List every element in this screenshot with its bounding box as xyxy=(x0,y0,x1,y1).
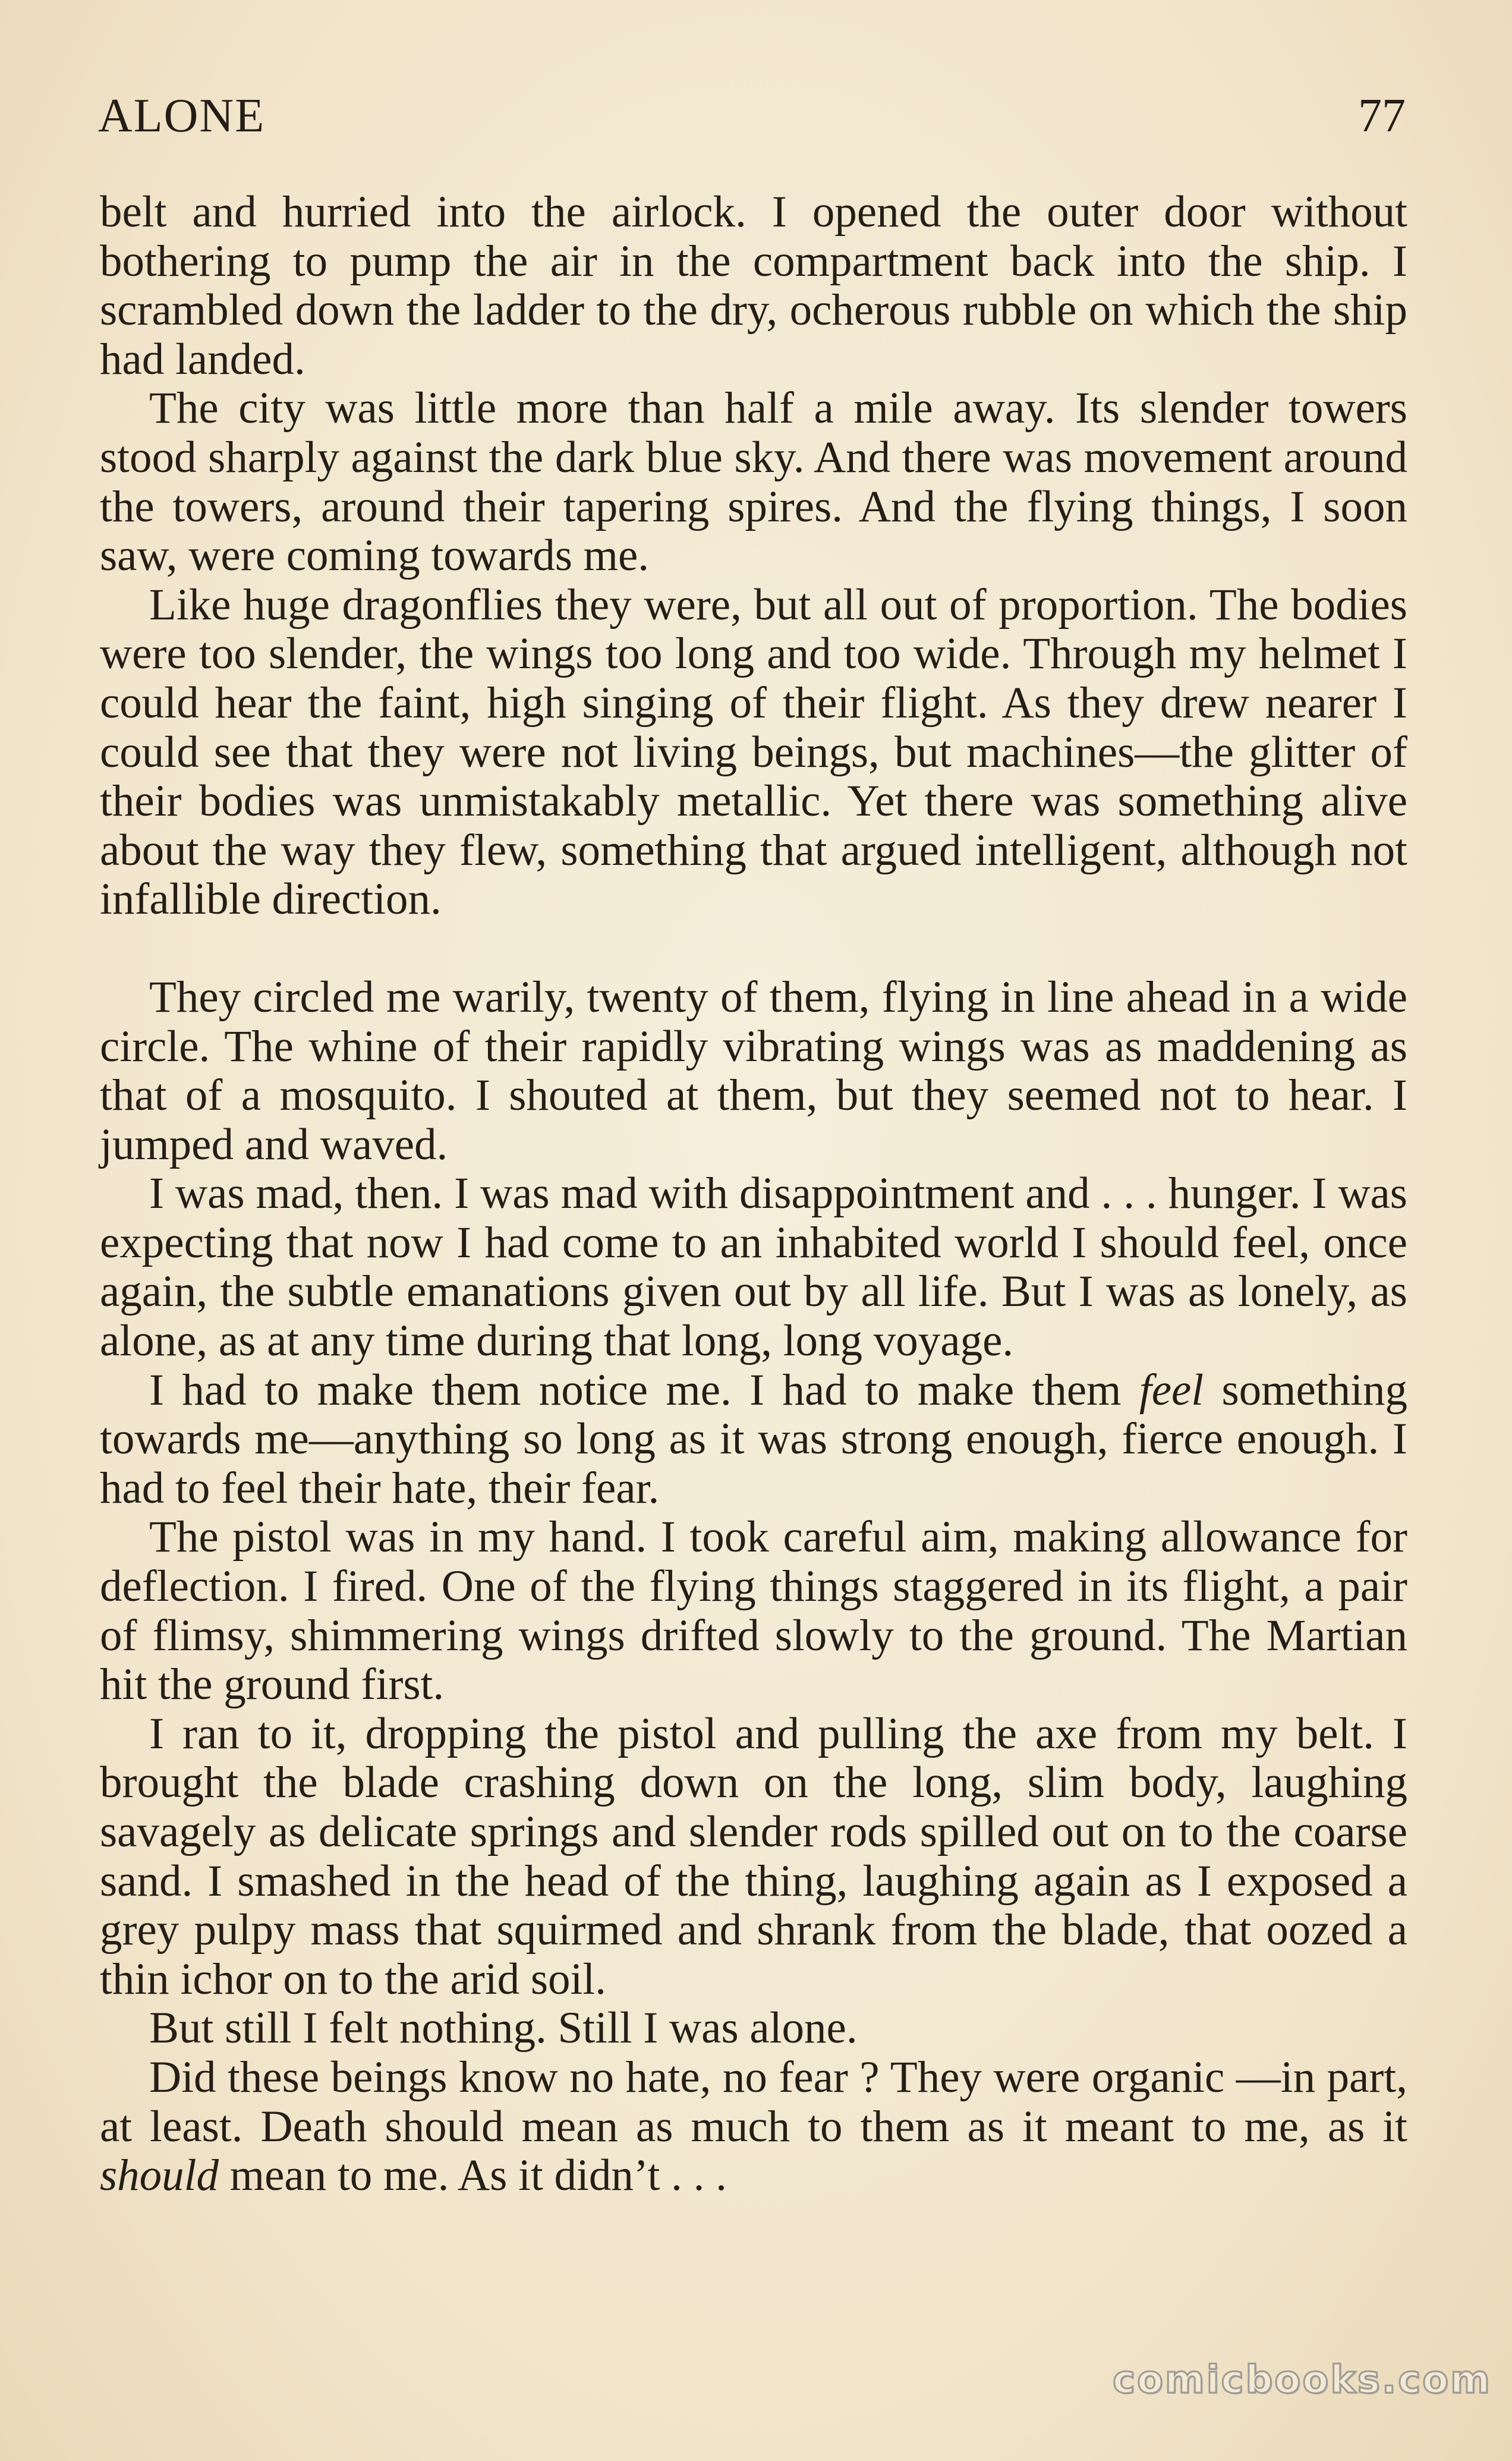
paragraph: But still I felt nothing. Still I was alone. xyxy=(149,2003,858,2053)
paragraph: Like huge dragonflies they were, but all out of proportion. The bodies were too slender, the wings too long and too wide. Through my helmet I could hear the faint, high singing of their flight. As they drew nearer I could see that they were not living beings, but machines—the glitter of their bodies was unmistakably metallic. Yet there was something alive about the way they flew, something that argued intelligent, although not infallible direction. xyxy=(100,580,1407,924)
paragraph: I ran to it, dropping the pistol and pulling the axe from my belt. I brought the blade crashing down on the long, slim body, laughing savagely as delicate springs and slender rods spilled out on to the coarse sand. I smashed in the head of the thing, laughing again as I exposed a grey pulpy mass that squirmed and shrank from the blade, that oozed a thin ichor on to the arid soil. xyxy=(100,1708,1407,2004)
page-number: 77 xyxy=(1358,90,1406,142)
paragraph-text: I had to make them notice me. I had to make them xyxy=(149,1365,1139,1415)
paragraph-text: mean to me. As it didn’t . . . xyxy=(219,2151,727,2201)
paragraph: belt and hurried into the airlock. I opened the outer door without bothering to pump the air in the compartment back into the ship. I scrambled down the ladder to the dry, ocherous rubble on which the ship had landed. xyxy=(100,187,1407,384)
paragraph: The pistol was in my hand. I took careful aim, making allowance for deflection. I fired. One of the flying things staggered in its flight, a pair of flimsy, shimmering wings drifted slowly to the ground. The Martian hit the ground first. xyxy=(100,1512,1407,1710)
page-header xyxy=(98,89,1406,155)
running-head: ALONE xyxy=(98,90,266,142)
paragraph-text: Did these beings know no hate, no fear ? They were organic —in part, at least. Death should mean as much to them as it meant to me, as it xyxy=(100,2052,1407,2151)
paragraph xyxy=(100,2053,1407,2201)
paragraph: The city was little more than half a mile away. Its slender towers stood sharply against the dark blue sky. And there was movement around the towers, around their tapering spires. And the flying things, I soon saw, were coming towards me. xyxy=(100,383,1407,581)
paragraph: I was mad, then. I was mad with disappointment and . . . hunger. I was expecting that now I had come to an inhabited world I should feel, once again, the subtle emanations given out by all life. But I was as lonely, as alone, as at any time during that long, long voyage. xyxy=(100,1169,1407,1366)
paragraph xyxy=(100,1366,1407,1513)
paragraph: They circled me warily, twenty of them, flying in line ahead in a wide circle. The whine of their rapidly vibrating wings was as maddening as that of a mosquito. I shouted at them, but they seemed not to hear. I jumped and waved. xyxy=(100,972,1407,1169)
watermark: comicbooks.com xyxy=(1113,2358,1492,2402)
paragraph-text: something towards me—anything so long as it was strong enough, fierce enough. I had to feel their hate, their fear. xyxy=(100,1365,1407,1513)
emphasis: should xyxy=(100,2151,219,2201)
body-text xyxy=(100,188,1407,2201)
emphasis: feel xyxy=(1139,1365,1204,1415)
